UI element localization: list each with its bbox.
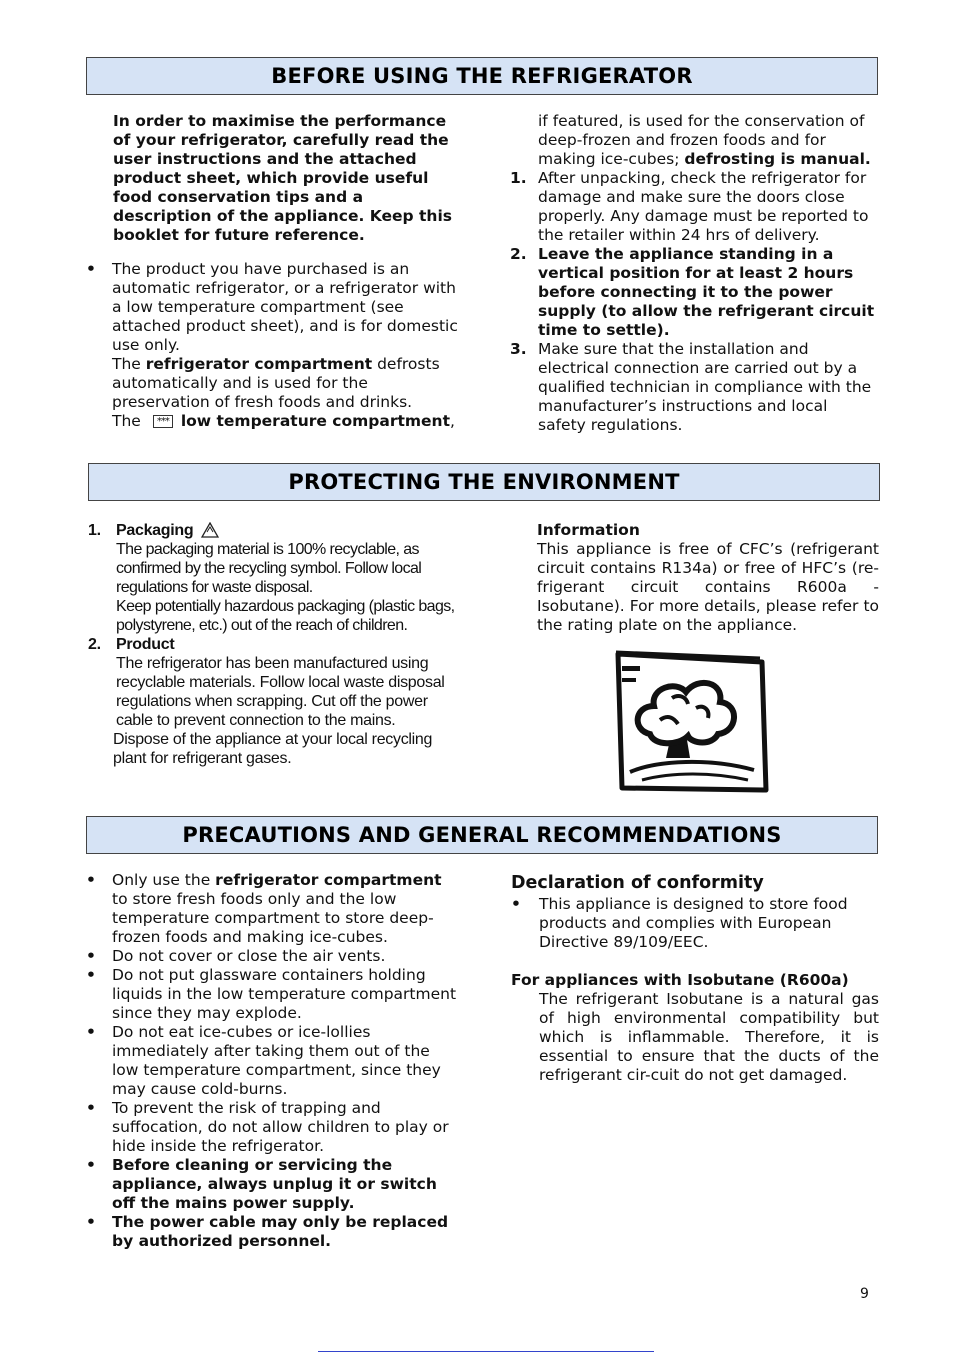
precautions-left-column (86, 871, 458, 1251)
product-text: The refrigerator has been manufactured using recyclable materials. Follow local waste disposal regulations when scrapping. Cut off the power cable to prevent connection to the mains. (116, 655, 445, 729)
intro-text: In order to maximise the performance of your refrigerator, carefully read the user instructions and the attached product sheet, which provide useful food conservation tips and a description of the appliance. Keep this booklet for future reference. (113, 112, 453, 244)
list-item (86, 260, 458, 431)
conformity-list (511, 895, 879, 952)
packaging-title: Packaging (116, 522, 194, 539)
packaging-text: The packaging material is 100% recyclable, as confirmed by the recycling symbol. Follow local regulations for waste disposal. (116, 541, 422, 596)
list-item: • Do not cover or close the air vents. (86, 947, 458, 966)
recycle-icon (201, 522, 219, 538)
list-item: • Do not eat ice-cubes or ice-lollies immediately after taking them out of the low temperature compartment, since they may cause cold-burns. (86, 1023, 458, 1099)
three-star-icon: *** (153, 415, 173, 428)
section-title-environment: PROTECTING THE ENVIRONMENT (88, 463, 880, 501)
before-left-column (86, 112, 458, 431)
environment-left-column (88, 521, 463, 768)
information-text: This appliance is free of CFC’s (refrigerant circuit contains R134a) or free of HFC’s (re-frigerant circuit contains R600a - Isobutane). For more details, please refer to the rating plate on the appliance. (537, 540, 879, 634)
environment-right-column (537, 521, 879, 635)
page-number: 9 (860, 1286, 869, 1302)
list-item: • Only use the refrigerator compartment to store fresh foods only and the low temperature compartment to store deep-frozen foods and making ice-cubes. (86, 871, 458, 947)
conformity-title: Declaration of conformity (511, 873, 764, 893)
product-title: Product (116, 636, 175, 653)
section-title-precautions: PRECAUTIONS AND GENERAL RECOMMENDATIONS (86, 816, 878, 854)
list-item: 1. After unpacking, check the refrigerator for damage and make sure the doors close properly. Any damage must be reported to the retailer within 24 hrs of delivery. (510, 169, 869, 244)
footer-divider (318, 1351, 654, 1352)
packaging-hazard-text: Keep potentially hazardous packaging (plastic bags, polystyrene, etc.) out of the reach of children. (116, 598, 455, 634)
list-item: • Before cleaning or servicing the appliance, always unplug it or switch off the mains power supply. (86, 1156, 458, 1213)
list-item: 3. Make sure that the installation and electrical connection are carried out by a qualified technician in compliance with the manufacturer’s instructions and local safety regulations. (510, 340, 872, 434)
isobutane-title: For appliances with Isobutane (R600a) (511, 971, 849, 989)
isobutane-text: The refrigerant Isobutane is a natural gas of high environmental compatibility but which is inflammable. Therefore, it is essential to ensure that the ducts of the refrigerant cir-cuit do not get damaged. (539, 990, 879, 1084)
precautions-list (86, 871, 458, 1251)
before-bullet-list (86, 260, 458, 431)
list-item: 1. Packaging The packaging material is 100% recyclable, as confirmed by the recycling symbol. Follow local regulations for waste disposal. Keep potentially hazardous packaging (plastic bags, polystyrene, etc.) out of the reach of children. (88, 521, 463, 635)
setup-steps (510, 169, 880, 435)
section-title-before-using: BEFORE USING THE REFRIGERATOR (86, 57, 878, 95)
list-item: • Do not put glassware containers holding liquids in the low temperature compartment since they may explode. (86, 966, 458, 1023)
low-temp-continuation: if featured, is used for the conservation of deep-frozen and frozen foods and for making ice-cubes; defrosting is manual. (538, 112, 871, 168)
dispose-text: Dispose of the appliance at your local recycling plant for refrigerant gases. (113, 731, 433, 767)
eco-tree-icon (612, 648, 774, 796)
product-description: • The product you have purchased is an automatic refrigerator, or a refrigerator with a low temperature compartment (see attached product sheet), and is for domestic use only. (112, 260, 458, 354)
environment-list (88, 521, 463, 768)
list-item: • This appliance is designed to store food products and complies with European Directive 89/109/EEC. (511, 895, 879, 952)
list-item: 2. Product The refrigerator has been manufactured using recyclable materials. Follow local waste disposal regulations when scrapping. Cut off the power cable to prevent connection to the mains. Dispose of the appliance at your local recycling plant for refrigerant gases. (88, 635, 463, 768)
list-item: • The power cable may only be replaced by authorized personnel. (86, 1213, 458, 1251)
before-right-column (510, 112, 880, 435)
fridge-compartment-text: The refrigerator compartment defrosts automatically and is used for the preservation of fresh foods and drinks. (112, 355, 440, 411)
list-item: 2. Leave the appliance standing in a vertical position for at least 2 hours before connecting it to the power supply (to allow the refrigerant circuit time to settle). (510, 245, 875, 339)
information-title: Information (537, 521, 640, 539)
list-item: • To prevent the risk of trapping and suffocation, do not allow children to play or hide inside the refrigerator. (86, 1099, 458, 1156)
low-temp-compartment-text: The *** low temperature compartment, (112, 412, 455, 430)
precautions-right-column (511, 874, 879, 1085)
